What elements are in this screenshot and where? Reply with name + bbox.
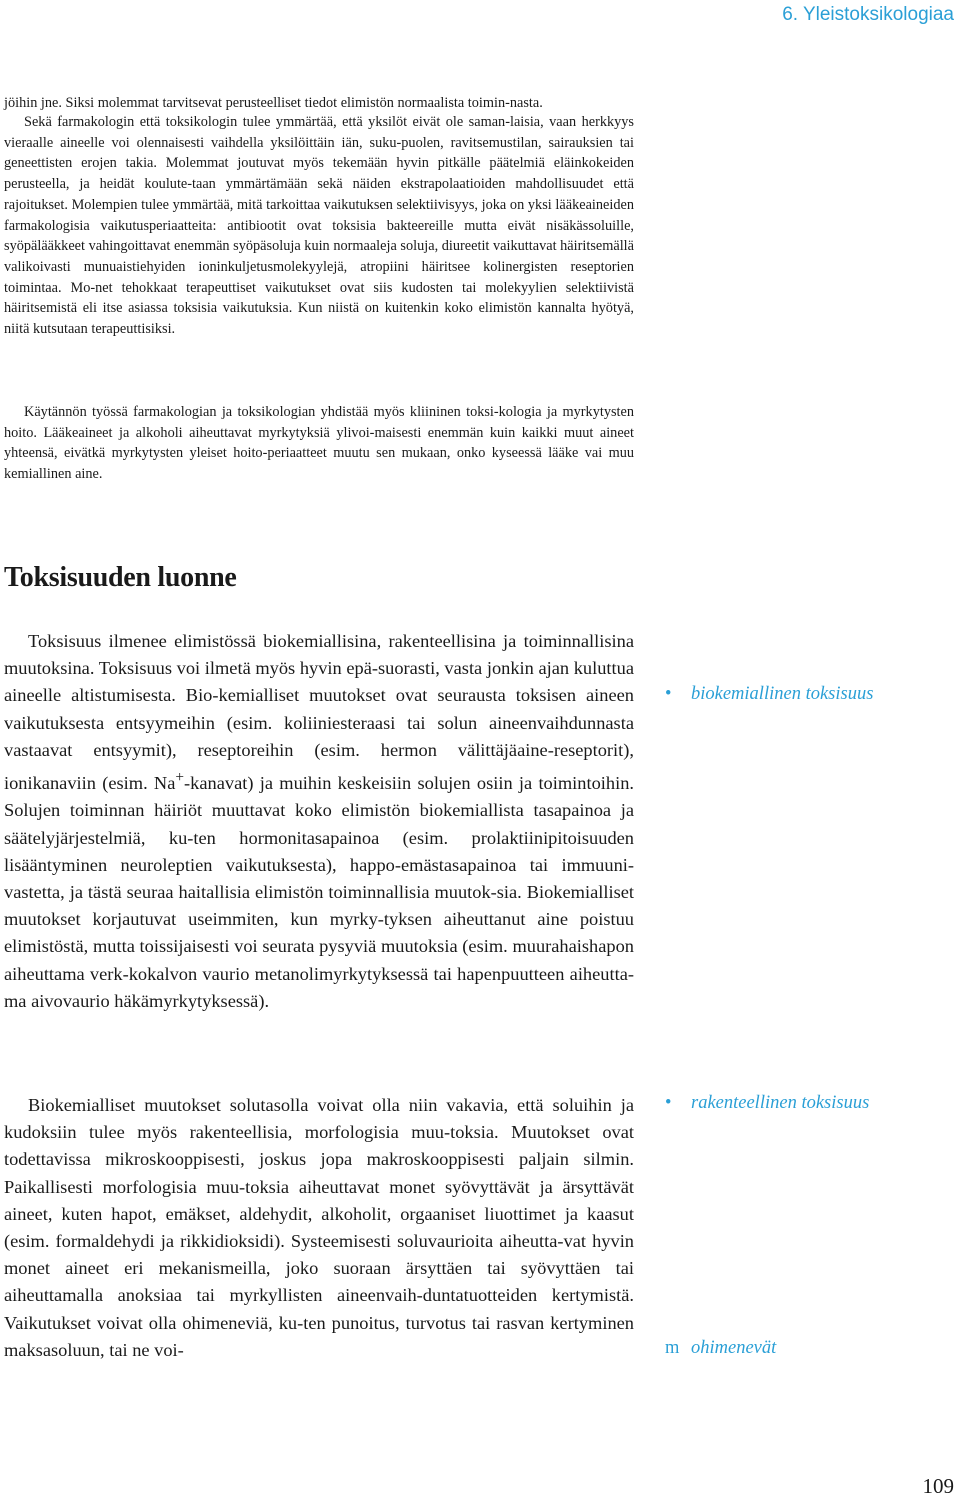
section-paragraph-2: Biokemialliset muutokset solutasolla voivat olla niin vakavia, että soluihin ja kudoksiin tulee myös rakenteellisia, morfologisia muu-toksia. Muutokset ovat todettavissa mikroskooppisesti, joskus jopa makroskooppisesti paljain silmin. Paikallisesti morfologisia muu-toksia aiheuttavat monet syövyttävät ja ärsyttävät aineet, kuten hapot, emäkset, aldehydit, alkoholit, orgaaniset liuottimet ja kaasut (esim. formaldehydi ja rikkidioksidi). Systeemisesti soluvaurioita aiheutta-vat hyvin monet aineet eri mekanismeilla, joko suoraan ärsyttäen tai syövyttäen tai aiheuttamalla anoksiaa tai myrkyllisten aineenvaih-duntatuotteiden kertymistä. Vaikutukset voivat olla ohimeneviä, ku-ten punoitus, turvotus tai rasvan kertyminen maksasoluun, tai ne voi- [4,1095,634,1360]
margin-note-text: biokemiallinen toksisuus [691,684,874,704]
page-number: 109 [922,1474,954,1498]
body-paragraph-1: jöihin jne. Siksi molemmat tarvitsevat perusteelliset tiedot elimistön normaalista toimin-nasta. [4,95,543,111]
bullet-icon: • [665,684,672,704]
margin-note-text: ohimenevät [691,1338,777,1358]
section-paragraph-1-part-a: Toksisuus ilmenee elimistössä biokemiallisina, rakenteellisina ja toiminnallisina muutoksina. Toksisuus voi ilmetä myös hyvin epä-suorasti, vasta jonkin ajan kuluttua aineelle altistumisesta. Bio-kemialliset muutokset ovat seurausta toksisen aineen vaikutuksesta entsyymeihin (esim. koliiniesteraasi tai solun aineenvaihdunnasta vastaavat entsyymit), reseptoreihin (esim. hermon välittäjäaine-reseptorit), ionikanaviin (esim. Na [4,631,634,794]
margin-note-text: rakenteellinen toksisuus [691,1093,870,1113]
body-paragraph-2: Sekä farmakologin että toksikologin tulee ymmärtää, että yksilöt eivät ole saman-laisia, vaan herkkyys vieraalle aineelle voi olennaisesti vaihdella yksilöittäin iän, suku-puolen, ravitsemustilan, sairauksien tai geneettisten erojen takia. Molemmat joutuvat myös tekemään hyvin pitkälle päätelmiä eläinkokeiden perusteella, ja heidät koulute-taan ymmärtämään sekä näiden ekstrapolaatioiden mahdollisuudet että rajoitukset. Molempien tulee ymmärtää, mitä tarkoittaa vaikutuksen selektiivisyys, joka on yksi lääkeaineiden farmakologisia vaikutusperiaatteita: antibiootit ovat toksisia bakteereille mutta eivät nisäkässoluille, syöpälääkkeet vahingoittavat enemmän syöpäsoluja kuin normaaleja soluja, diureetit vaikuttavat häiritsemällä valikoivasti munuaistiehyiden ioninkuljetusmolekyylejä, atropiini häiritsee kolinergisten reseptorien toimintaa. Mo-net tehokkaat terapeuttiset vaikutukset ovat siis kudosten tai molekyylien selektiivistä häiritsemistä eli itse asiassa toksisia vaikutuksia. Kun niistä on kuitenkin koko elimistön kannalta hyötyä, niitä kutsutaan terapeuttisiksi. [4,114,634,338]
section-paragraph-1-part-b: -kanavat) ja muihin keskeisiin solujen osiin ja toimintoihin. Solujen toiminnan häiriöt muuttavat koko elimistön biokemiallista tasapainoa ja säätelyjärjestelmiä, ku-ten hormonitasapainoa (esim. prolaktiinipitoisuuden lisääntyminen neuroleptien vaikutuksesta), happo-emästasapainoa tai immuuni-vastetta, ja tästä seuraa haitallisia elimistön toiminnallisia muutok-sia. Biokemialliset muutokset korjautuvat useimmiten, kun myrky-tyksen aiheuttanut aine poistuu elimistöstä, mutta toissijaisesti voi seurata pysyviä muutoksia (esim. muurahaishapon aiheuttama verk-kokalvon vaurio metanolimyrkytyksessä tai hapenpuutteen aiheutta-ma aivovaurio häkämyrkytyksessä). [4,773,634,1011]
margin-note-biochemical [665,684,873,705]
section-heading: Toksisuuden luonne [4,562,237,593]
bullet-icon: • [665,1093,672,1113]
marker-icon: m [665,1338,680,1358]
superscript-plus: + [175,769,185,787]
margin-note-structural [665,1093,869,1114]
margin-note-transient [665,1338,776,1359]
chapter-title: 6. Yleistoksikologiaa [782,4,954,25]
body-paragraph-3: Käytännön työssä farmakologian ja toksikologian yhdistää myös kliininen toksi-kologia ja myrkytysten hoito. Lääkeaineet ja alkoholi aiheuttavat myrkytyksiä ylivoi-maisesti enemmän kuin kaikki muut aineet yhteensä, eivätkä myrkytysten yleiset hoito-periaatteet muutu sen mukaan, onko kyseessä lääke vai muu kemiallinen aine. [4,404,634,483]
section-paragraph-1 [4,628,634,1015]
